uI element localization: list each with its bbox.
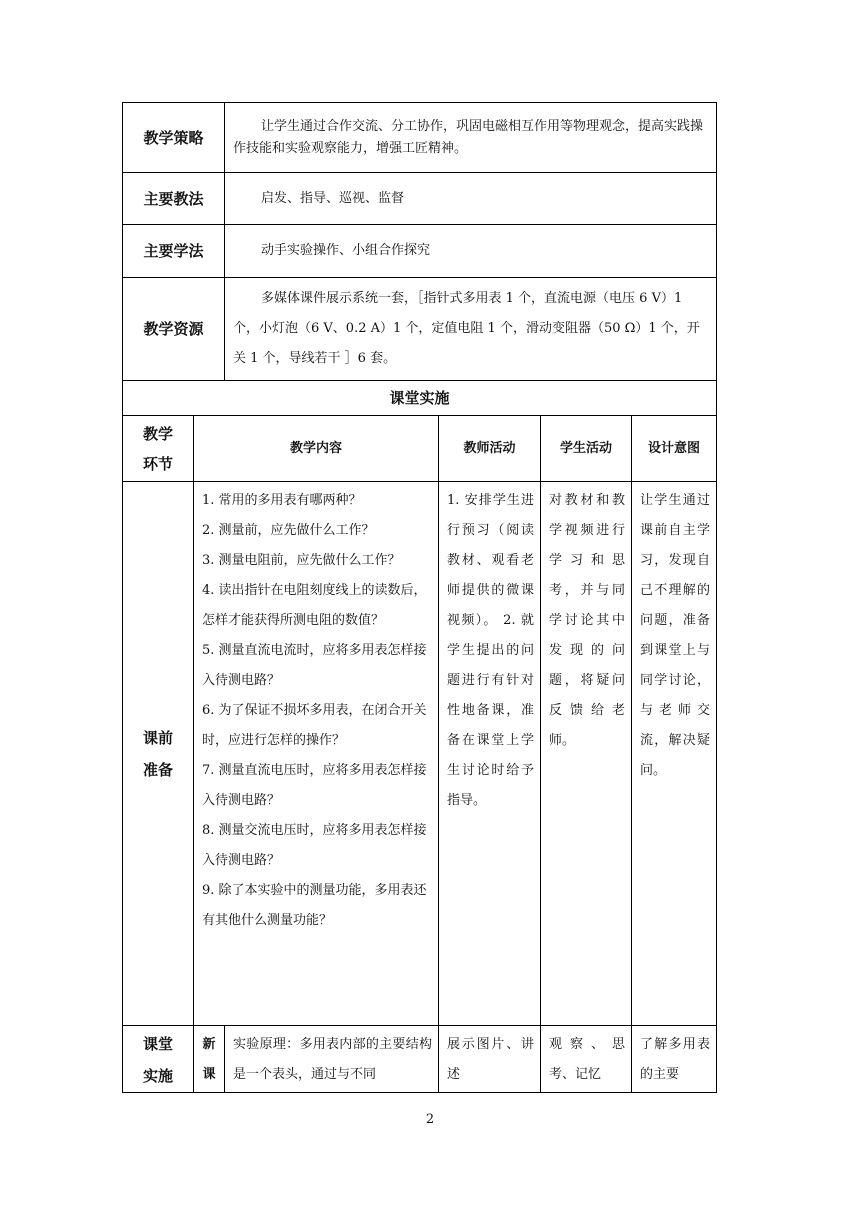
- class-stage-line1: 课堂: [142, 1035, 173, 1053]
- prep-stage: [123, 482, 194, 1026]
- prep-question: 7. 测量直流电压时，应将多用表怎样接入待测电路？: [202, 763, 427, 808]
- learning-method-text: 动手实验操作、小组合作探究: [225, 225, 717, 278]
- prep-questions: [194, 482, 439, 1026]
- class-sub-stage: [194, 1026, 225, 1093]
- teaching-method-label: 主要教法: [123, 173, 225, 225]
- class-row: [123, 1026, 717, 1093]
- resources-text: 多媒体课件展示系统一套，［指针式多用表 1 个，直流电源（电压 6 V）1 个，小灯泡（6 V、0.2 A）1 个，定值电阻 1 个，滑动变阻器（50 Ω）1 个，开关 1 个，导线若干 ］6 套。: [225, 278, 717, 381]
- prep-question: 5. 测量直流电流时，应将多用表怎样接入待测电路？: [202, 643, 427, 688]
- class-stage: [123, 1026, 194, 1093]
- strategy-row: [123, 103, 717, 173]
- header-stage: [123, 416, 194, 482]
- lesson-plan-page: [122, 102, 716, 1093]
- class-teacher-activity: 展示图片、讲述: [439, 1026, 541, 1093]
- prep-student-activity: 对教材和教学视频进行学习和思考，并与同学讨论其中发现的问题，将疑问反馈给老师。: [541, 482, 632, 1026]
- header-stage-line2: 环节: [142, 454, 173, 473]
- teaching-method-text: 启发、指导、巡视、监督: [225, 173, 717, 225]
- prep-stage-line1: 课前: [142, 728, 173, 747]
- lesson-plan-table: [122, 102, 717, 1093]
- resources-label: 教学资源: [123, 278, 225, 381]
- header-student: 学生活动: [541, 416, 632, 482]
- prep-question: 1. 常用的多用表有哪两种？: [202, 493, 362, 508]
- learning-method-row: [123, 225, 717, 278]
- prep-row: [123, 482, 717, 1026]
- resources-row: [123, 278, 717, 381]
- prep-question: 8. 测量交流电压时，应将多用表怎样接入待测电路？: [202, 823, 427, 868]
- strategy-text: 让学生通过合作交流、分工协作，巩固电磁相互作用等物理观念，提高实践操作技能和实验观察能力，增强工匠精神。: [225, 103, 717, 173]
- page-number: 2: [425, 1112, 435, 1127]
- strategy-label: 教学策略: [123, 103, 225, 173]
- prep-question: 4. 读出指针在电阻刻度线上的读数后，怎样才能获得所测电阻的数值？: [202, 583, 427, 628]
- class-sub-line1: 新: [202, 1037, 216, 1052]
- class-stage-line2: 实施: [142, 1067, 173, 1085]
- class-student-activity: 观察、思考、记忆: [541, 1026, 632, 1093]
- class-content: 实验原理：多用表内部的主要结构是一个表头，通过与不同: [225, 1026, 439, 1093]
- header-stage-line1: 教学: [142, 424, 173, 443]
- prep-stage-line2: 准备: [142, 760, 173, 779]
- prep-question: 9. 除了本实验中的测量功能，多用表还有其他什么测量功能？: [202, 883, 427, 928]
- teaching-method-row: [123, 173, 717, 225]
- header-content: 教学内容: [194, 416, 439, 482]
- section-title: 课堂实施: [123, 381, 717, 416]
- learning-method-label: 主要学法: [123, 225, 225, 278]
- prep-question: 2. 测量前，应先做什么工作？: [202, 523, 375, 538]
- section-title-row: [123, 381, 717, 416]
- prep-question: 3. 测量电阻前，应先做什么工作？: [202, 553, 401, 568]
- class-sub-line2: 课: [202, 1067, 216, 1082]
- header-row: [123, 416, 717, 482]
- prep-teacher-activity: 1. 安排学生进行预习（阅读教材、观看老师提供的微课视频）。 2. 就学生提出的问题进行有针对性地备课，准备在课堂上学生讨论时给予指导。: [439, 482, 541, 1026]
- header-intent: 设计意图: [632, 416, 717, 482]
- prep-design-intent: 让学生通过课前自主学习，发现自己不理解的问题，准备到课堂上与同学讨论，与老师交流，解决疑问。: [632, 482, 717, 1026]
- class-design-intent: 了解多用表的主要: [632, 1026, 717, 1093]
- header-teacher: 教师活动: [439, 416, 541, 482]
- prep-question: 6. 为了保证不损坏多用表，在闭合开关时，应进行怎样的操作？: [202, 703, 427, 748]
